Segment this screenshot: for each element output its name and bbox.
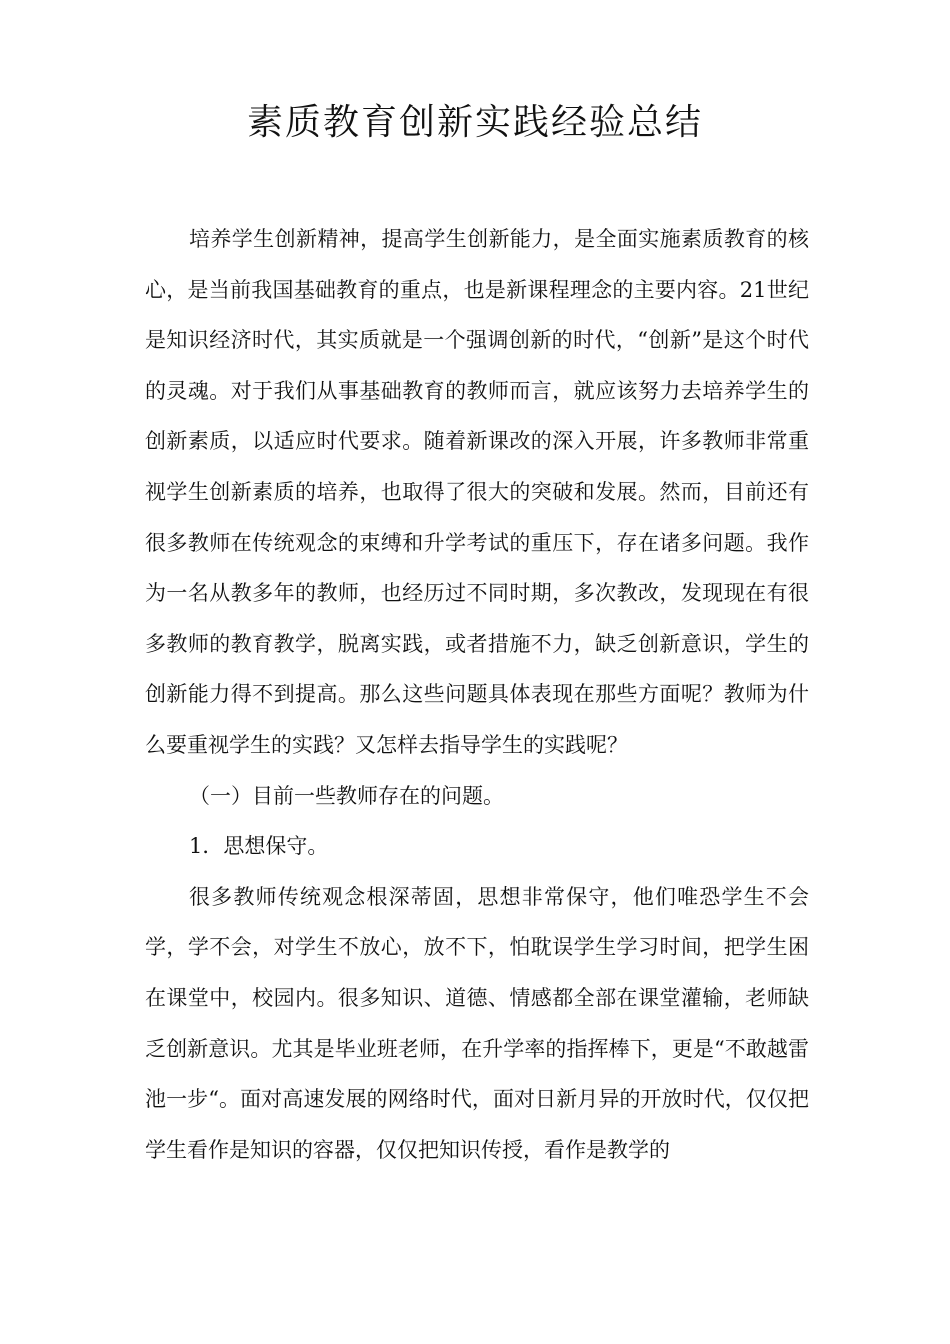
subheading-conservative-thinking: 1．思想保守。 — [189, 834, 329, 859]
section-heading-problems: （一）目前一些教师存在的问题。 — [189, 783, 504, 808]
document-body — [145, 214, 809, 1175]
paragraph-conservative-thinking: 很多教师传统观念根深蒂固，思想非常保守，他们唯恐学生不会学，学不会，对学生不放心，放不下，怕耽误学生学习时间，把学生困在课堂中，校园内。很多知识、道德、情感都全部在课堂灌输，老师缺乏创新意识。尤其是毕业班老师，在升学率的指挥棒下，更是“不敢越雷池一步“。面对高速发展的网络时代，面对日新月异的开放时代，仅仅把学生看作是知识的容器，仅仅把知识传授，看作是教学的 — [145, 884, 809, 1162]
paragraph-intro: 培养学生创新精神，提高学生创新能力，是全面实施素质教育的核心，是当前我国基础教育的重点，也是新课程理念的主要内容。21世纪是知识经济时代，其实质就是一个强调创新的时代，“创新”是这个时代的灵魂。对于我们从事基础教育的教师而言，就应该努力去培养学生的创新素质，以适应时代要求。随着新课改的深入开展，许多教师非常重视学生创新素质的培养，也取得了很大的突破和发展。然而，目前还有很多教师在传统观念的束缚和升学考试的重压下，存在诸多问题。我作为一名从教多年的教师，也经历过不同时期，多次教改，发现现在有很多教师的教育教学，脱离实践，或者措施不力，缺乏创新意识，学生的创新能力得不到提高。那么这些问题具体表现在那些方面呢？教师为什么要重视学生的实践？又怎样去指导学生的实践呢？ — [145, 227, 809, 757]
document-title: 素质教育创新实践经验总结 — [246, 102, 703, 143]
